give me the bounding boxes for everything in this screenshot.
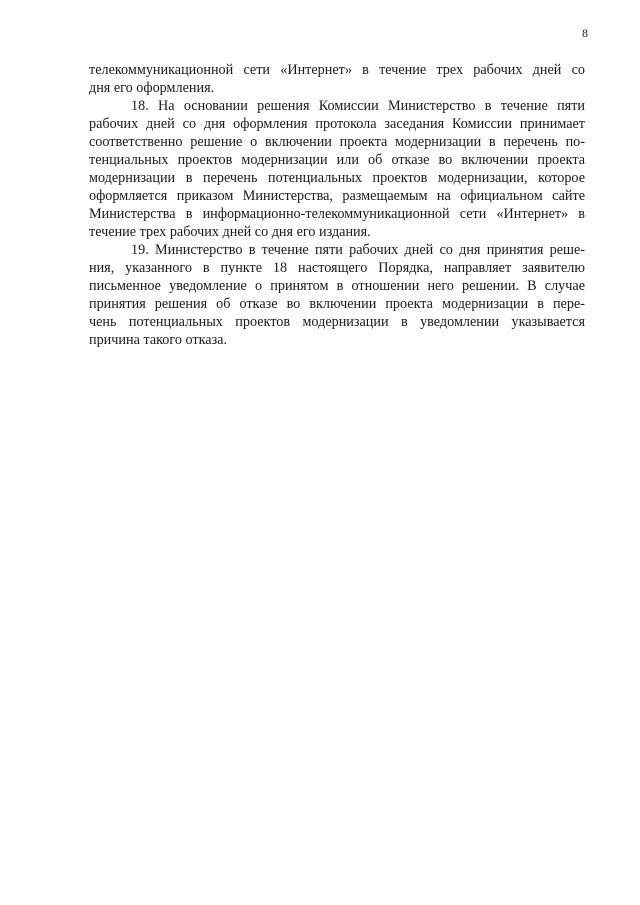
paragraph-18-line-2: рабочих дней со дня оформления протокола заседания Комиссии принимает — [89, 116, 585, 132]
page-number: 8 — [582, 26, 588, 40]
paragraph-18-line-3: соответственно решение о включении проекта модернизации в перечень по- — [89, 134, 585, 150]
paragraph-19-line-1: 19. Министерство в течение пяти рабочих дней со дня принятия реше- — [131, 242, 585, 258]
paragraph-18-line-6: оформляется приказом Министерства, размещаемым на официальном сайте — [89, 188, 585, 204]
paragraph-19-line-5: чень потенциальных проектов модернизации в уведомлении указывается — [89, 314, 585, 330]
paragraph-19-line-2: ния, указанного в пункте 18 настоящего Порядка, направляет заявителю — [89, 260, 585, 276]
paragraph-18-line-7: Министерства в информационно-телекоммуникационной сети «Интернет» в — [89, 206, 585, 222]
paragraph-17-line-1: телекоммуникационной сети «Интернет» в течение трех рабочих дней со — [89, 62, 585, 78]
paragraph-18-line-8: течение трех рабочих дней со дня его издания. — [89, 224, 371, 240]
paragraph-18-line-1: 18. На основании решения Комиссии Министерство в течение пяти — [131, 98, 585, 114]
paragraph-17-line-2: дня его оформления. — [89, 80, 215, 96]
paragraph-18-line-4: тенциальных проектов модернизации или об отказе во включении проекта — [89, 152, 585, 168]
paragraph-19-line-4: принятия решения об отказе во включении проекта модернизации в пере- — [89, 296, 585, 312]
paragraph-19-line-6: причина такого отказа. — [89, 332, 228, 348]
paragraph-18-line-5: модернизации в перечень потенциальных проектов модернизации, которое — [89, 170, 585, 186]
paragraph-19-line-3: письменное уведомление о принятом в отношении него решении. В случае — [89, 278, 585, 294]
